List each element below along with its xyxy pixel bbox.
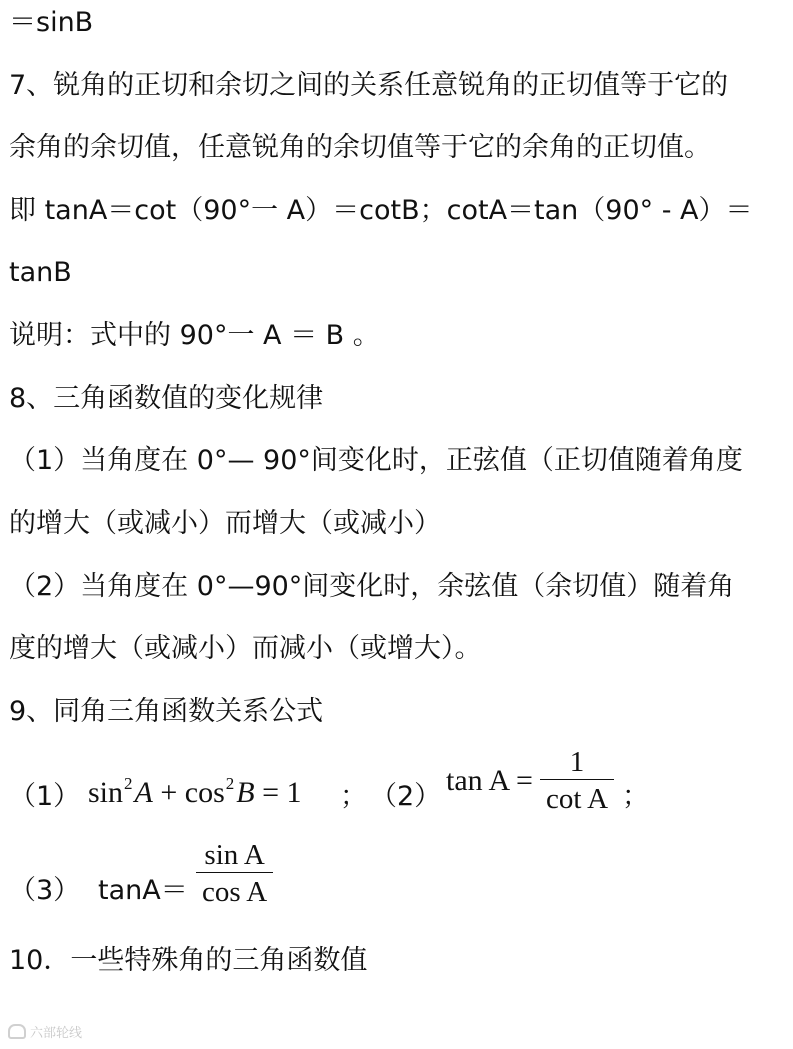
formula-1-exp2: 2 [225, 774, 235, 793]
heading-8: 8、三角函数值的变化规律 [9, 383, 324, 414]
line-6: 说明：式中的 90°一 A ＝ B 。 [9, 320, 380, 351]
formula-1-var2: B [236, 776, 255, 809]
watermark [8, 1022, 82, 1041]
formula-3-label: （3） [9, 875, 81, 906]
line-8: （1）当角度在 0°— 90°间变化时，正弦值（正切值随着角度 [9, 445, 743, 476]
heading-10: 10．一些特殊角的三角函数值 [9, 945, 368, 976]
line-10: （2）当角度在 0°—90°间变化时，余弦值（余切值）随着角 [9, 571, 735, 602]
line-5: tanB [9, 257, 72, 288]
formula-1-exp1: 2 [124, 774, 133, 793]
formula-1-plus: + cos [152, 776, 225, 809]
line-3: 余角的余切值，任意锐角的余切值等于它的余角的正切值。 [9, 132, 711, 163]
line-11: 度的增大（或减小）而减小（或增大）。 [9, 633, 482, 664]
formula-2-label: （2） [370, 781, 442, 812]
formula-2-numerator: 1 [569, 746, 585, 778]
separator-1: ； [340, 781, 367, 812]
heading-9: 9、同角三角函数关系公式 [9, 696, 324, 727]
formula-2-denominator: cot A [546, 783, 609, 815]
formula-3-lhs: tanA＝ [98, 875, 188, 906]
formula-1-eq: = 1 [254, 776, 302, 809]
line-9: 的增大（或减小）而增大（或减小） [9, 508, 441, 539]
watermark-text: 六部轮线 [30, 1026, 83, 1041]
formula-3-denominator: cos A [202, 876, 268, 908]
heading-7: 7、锐角的正切和余切之间的关系任意锐角的正切值等于它的 [9, 70, 729, 101]
separator-2: ； [622, 781, 649, 812]
formula-1-var1: A [134, 776, 153, 809]
formula-1-label: （1） [9, 781, 81, 812]
formula-3-numerator: sin A [204, 839, 265, 871]
formula-2-lhs: tan A = [446, 764, 533, 797]
formula-2-fraction [540, 745, 614, 818]
formula-1-sin: sin [88, 776, 124, 809]
line-4: 即 tanA＝cot（90°一 A）＝cotB；cotA＝tan（90° - A）＝ [9, 195, 753, 226]
line-1: ＝sinB [9, 7, 94, 38]
camera-icon [8, 1024, 26, 1039]
formula-1 [88, 776, 302, 814]
formula-3-fraction [196, 838, 273, 911]
